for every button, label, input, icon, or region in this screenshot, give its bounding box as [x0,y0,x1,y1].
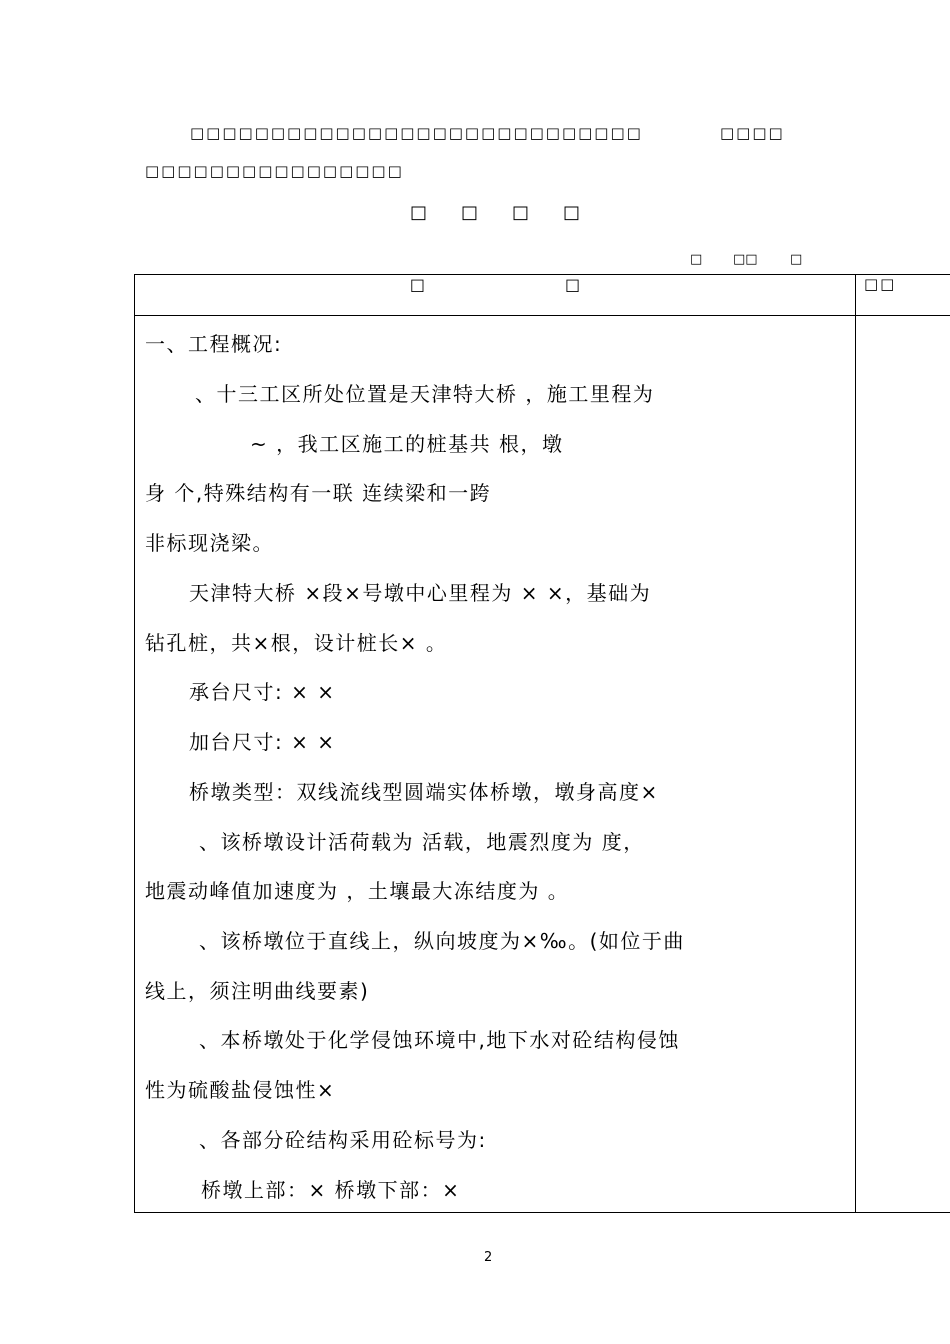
page-info-prefix: □ [690,252,703,267]
content-line: 钻孔桩，共×根，设计桩长× 。 [145,631,448,655]
header-line-1-right: □□□□ [720,124,785,142]
table-body-row [135,316,950,1213]
content-line: 非标现浇梁。 [145,531,274,555]
page-number: 2 [484,1250,493,1265]
content-line: 天津特大桥 ×段×号墩中心里程为 × ×，基础为 [189,581,652,605]
content-line: 桥墩类型：双线流线型圆端实体桥墩，墩身高度× [189,780,659,804]
content-line: 加台尺寸: × × [189,730,336,754]
content-line: 身 个,特殊结构有一联 连续梁和一跨 [145,481,492,505]
content-line: 性为硫酸盐侵蚀性× [145,1078,336,1102]
page-info-suffix: □ [790,252,803,267]
header-line-2: □□□□□□□□□□□□□□□□ [145,162,404,180]
content-line: 、该桥墩设计活荷载为 活载，地震烈度为 度， [199,830,645,854]
table-header-content: □□ [135,275,856,316]
content-table [134,274,950,1213]
page-info-middle: □□ [733,252,758,267]
content-line: 一、工程概况: [145,332,283,356]
table-header-row [135,275,950,316]
content-line: 、该桥墩位于直线上，纵向坡度为×‰。(如位于曲 [199,929,685,953]
content-line: 、各部分砼结构采用砼标号为: [199,1128,487,1152]
content-line: 、十三工区所处位置是天津特大桥 ，施工里程为 [195,382,655,406]
table-header-note: □□ [856,275,950,316]
content-line: 承台尺寸: × × [189,680,336,704]
content-line: 线上，须注明曲线要素) [145,979,370,1003]
content-line: ~ ，我工区施工的桩基共 根，墩 [250,432,564,456]
header-line-1: □□□□□□□□□□□□□□□□□□□□□□□□□□□□ [190,124,643,142]
document-title: □□□□ [410,202,615,223]
table-body-note [856,316,950,1213]
content-line: 地震动峰值加速度为 ，土壤最大冻结度为 。 [145,879,570,903]
table-body-content [135,316,856,1213]
content-line: 桥墩上部：× 桥墩下部：× [201,1178,461,1202]
content-line: 、本桥墩处于化学侵蚀环境中,地下水对砼结构侵蚀 [199,1028,680,1052]
